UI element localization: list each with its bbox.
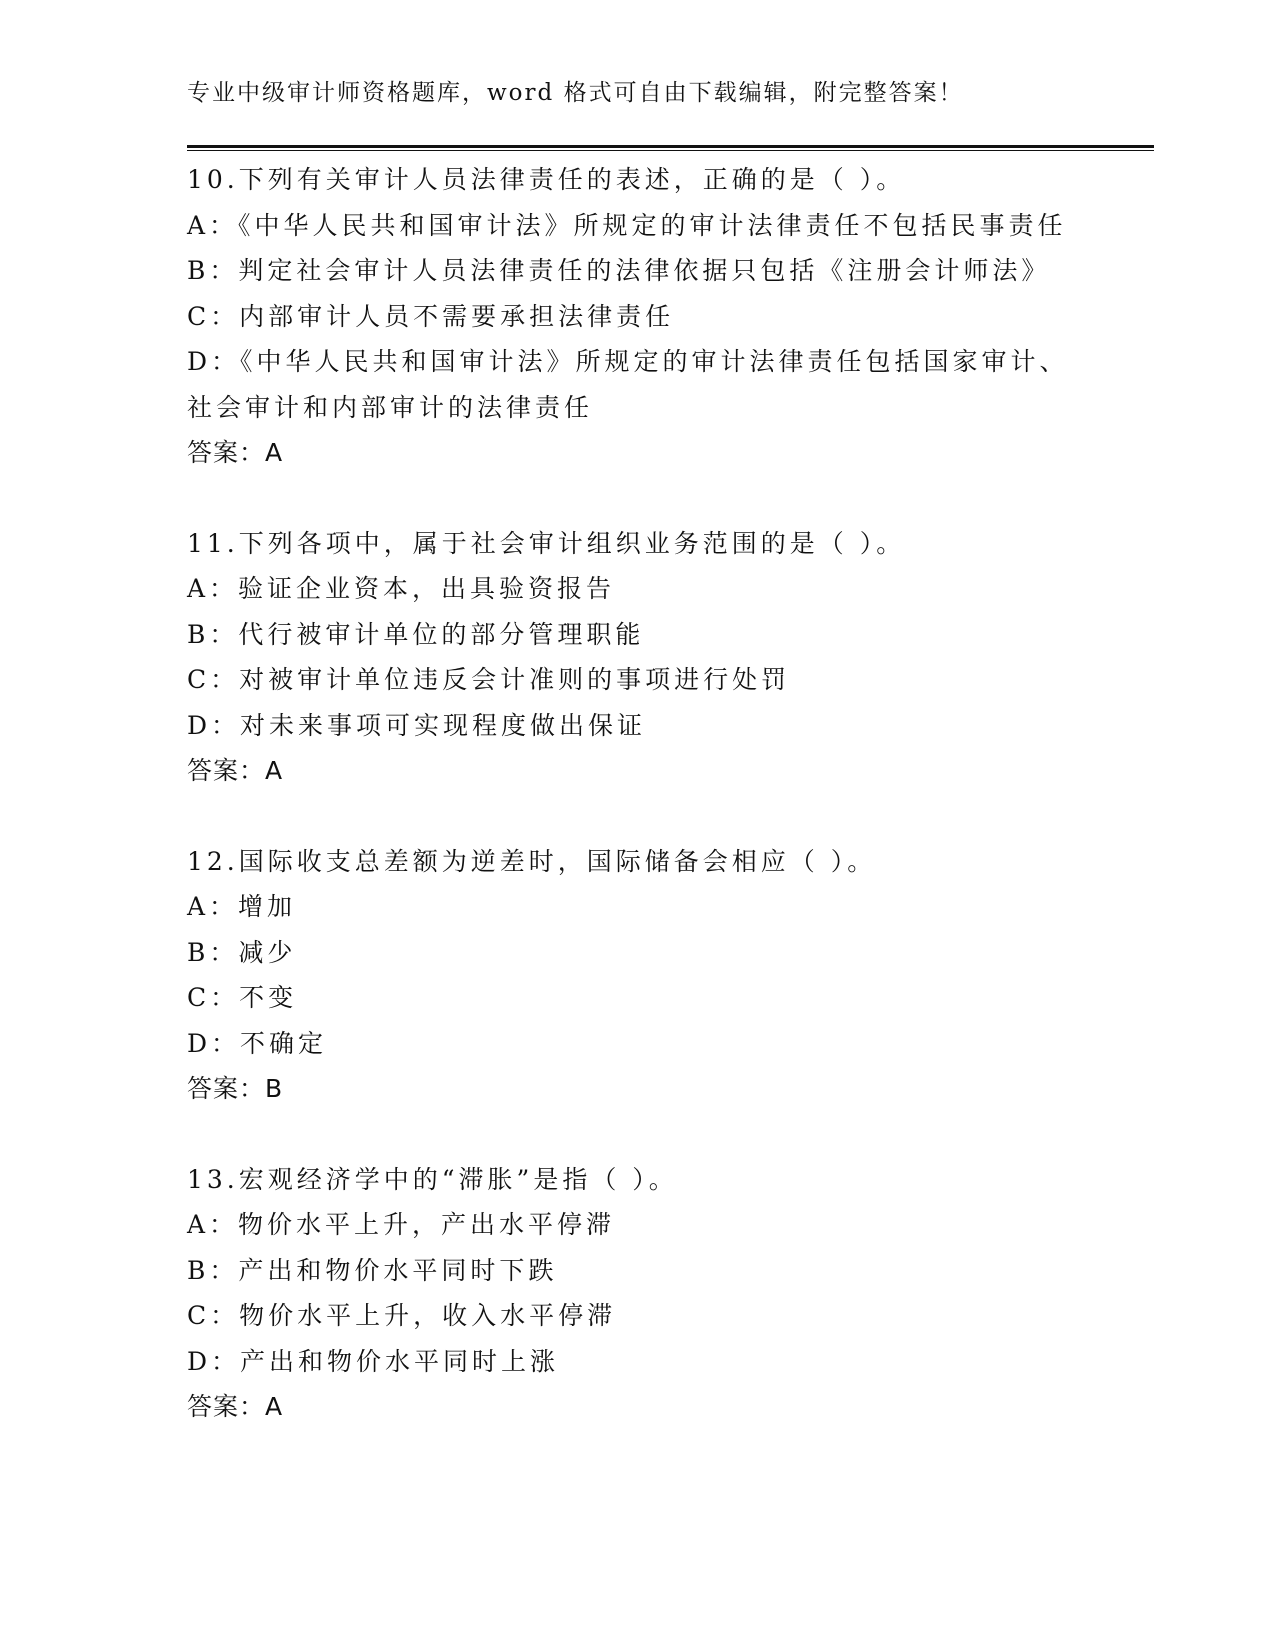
option-c: C：内部审计人员不需要承担法律责任 (187, 301, 675, 331)
answer: 答案：A (187, 756, 284, 785)
option-c: C：对被审计单位违反会计准则的事项进行处罚 (187, 665, 791, 694)
question-stem: 10.下列有关审计人员法律责任的表述，正确的是（ ）。 (187, 165, 906, 194)
question-10 (187, 157, 1087, 476)
question-11 (187, 521, 1087, 794)
answer: 答案：A (187, 1392, 284, 1421)
option-d: D：《中华人民共和国审计法》所规定的审计法律责任包括国家审计、 (187, 347, 1069, 376)
page-header: 专业中级审计师资格题库，word 格式可自由下载编辑，附完整答案！ (187, 80, 964, 106)
option-d-continuation: 社会审计和内部审计的法律责任 (187, 392, 594, 422)
option-a: A：增加 (187, 892, 297, 921)
option-a: A：《中华人民共和国审计法》所规定的审计法律责任不包括民事责任 (187, 210, 1067, 240)
header-divider (187, 145, 1154, 151)
option-b: B：减少 (187, 937, 297, 967)
question-stem: 13.宏观经济学中的“滞胀”是指（ ）。 (187, 1164, 678, 1194)
option-a: A：物价水平上升，产出水平停滞 (187, 1210, 616, 1239)
option-d: D：对未来事项可实现程度做出保证 (187, 710, 647, 740)
question-12 (187, 839, 1087, 1112)
question-13 (187, 1157, 1087, 1430)
question-list (187, 157, 1087, 1475)
answer: 答案：B (187, 1074, 284, 1103)
option-c: C：物价水平上升，收入水平停滞 (187, 1301, 617, 1330)
answer: 答案：A (187, 438, 284, 467)
question-stem: 11.下列各项中，属于社会审计组织业务范围的是（ ）。 (187, 528, 906, 558)
option-b: B：产出和物价水平同时下跌 (187, 1255, 558, 1285)
option-d: D：产出和物价水平同时上涨 (187, 1346, 560, 1376)
option-b: B：判定社会审计人员法律责任的法律依据只包括《注册会计师法》 (187, 256, 1051, 285)
header-divider-thick (187, 145, 1154, 148)
option-c: C：不变 (187, 983, 298, 1012)
option-a: A：验证企业资本，出具验资报告 (187, 574, 616, 603)
question-stem: 12.国际收支总差额为逆差时，国际储备会相应（ ）。 (187, 846, 877, 876)
option-b: B：代行被审计单位的部分管理职能 (187, 619, 645, 649)
header-divider-thin (187, 150, 1154, 151)
option-d: D：不确定 (187, 1028, 328, 1058)
